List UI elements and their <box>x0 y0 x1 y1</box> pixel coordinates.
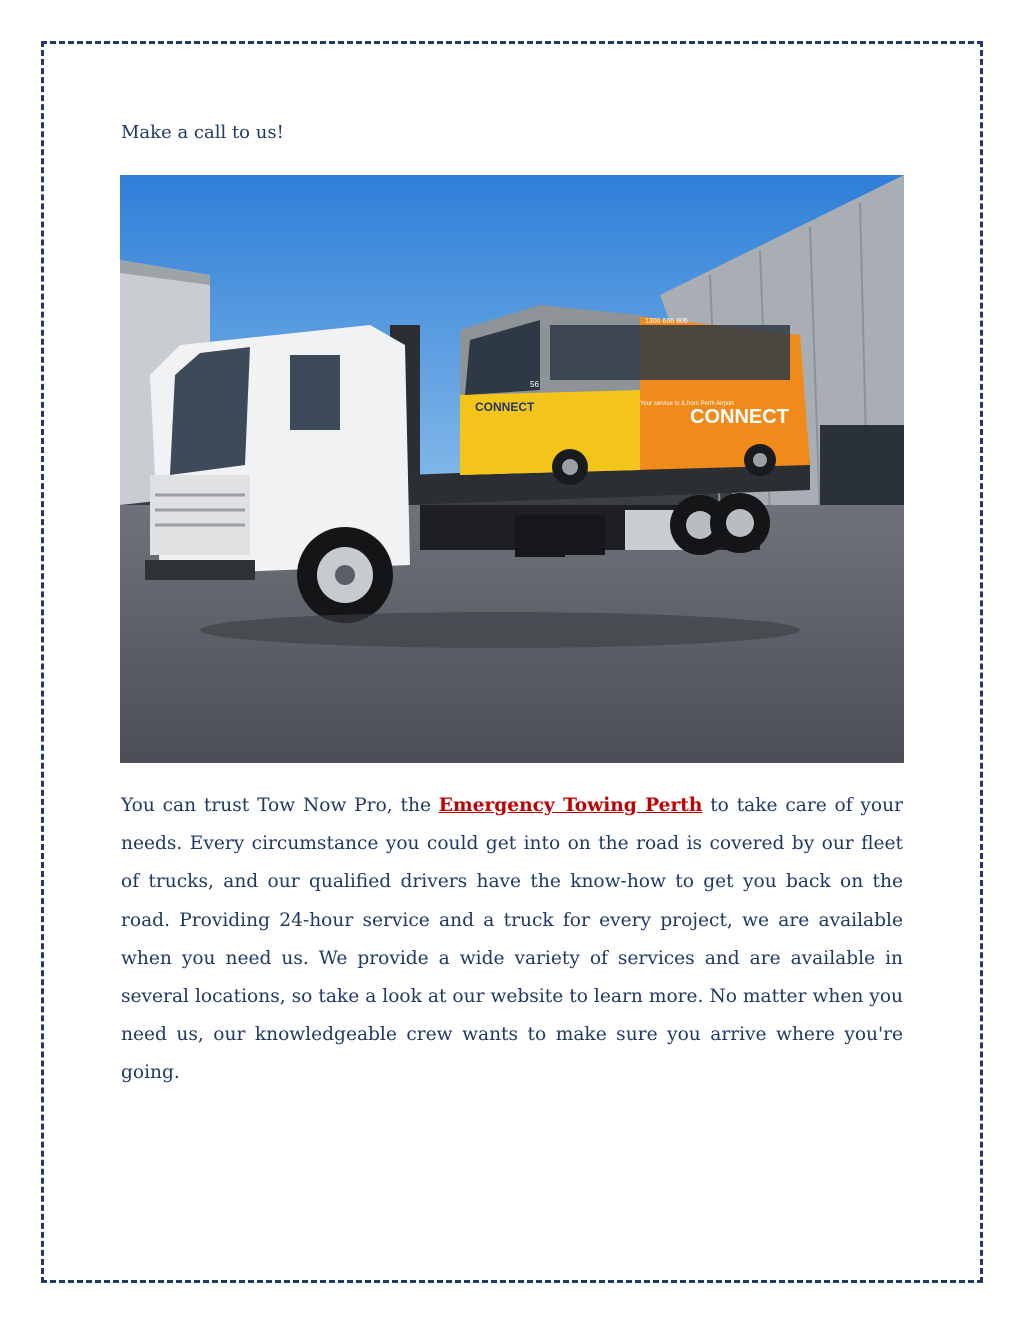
bus-side-brand: CONNECT <box>690 406 789 428</box>
paragraph-intro: You can trust Tow Now Pro, the <box>121 795 439 816</box>
bus-front-brand: CONNECT <box>475 400 535 414</box>
emergency-towing-link[interactable]: Emergency Towing Perth <box>438 795 703 816</box>
bus-phone-band: 1300 666 806 <box>645 318 688 325</box>
paragraph-rest: to take care of your needs. Every circumstance you could get into on the road is covered by our fleet of trucks, and our qualified drivers have the know-how to get you back on the road. Providing 24-hour service and a truck for every project, we are available when you need us. We provide a wide variety of services and are available in several locations, so take a look at our website to learn more. No matter when you need us, our knowledgeable crew wants to make sure you arrive where you're going. <box>121 795 903 1084</box>
body-paragraph <box>121 787 903 1093</box>
bus-side-text: Your service to & from Perth Airport <box>640 401 734 407</box>
tow-truck-photo <box>120 175 904 763</box>
bus-number: 56 <box>530 380 539 389</box>
heading: Make a call to us! <box>121 122 284 143</box>
